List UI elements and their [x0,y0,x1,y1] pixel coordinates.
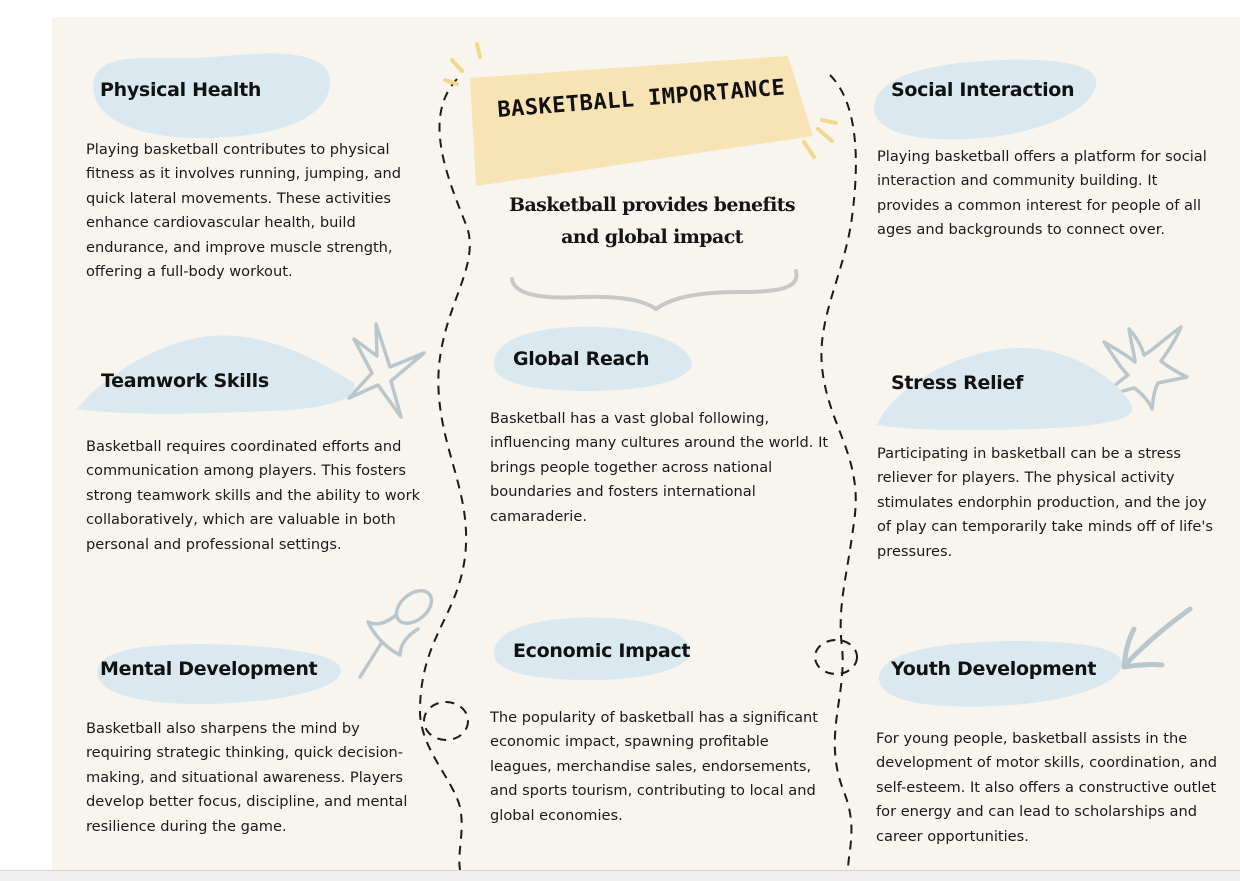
heading-global-reach: Global Reach [513,348,650,370]
pushpin-doodle [360,584,438,677]
infographic-canvas [52,17,1240,870]
star-doodle [349,324,424,417]
text-youth-development: For young people, basketball assists in the development of motor skills, coordination, and self-esteem. It also offers a constructive outlet for energy and can lead to scholarships and career opportunities. [876,730,1217,845]
page-subtitle: Basketball provides benefits and global impact [509,194,795,248]
text-stress-relief: Participating in basketball can be a stress reliever for players. The physical activity stimulates endorphin production, and the joy of play can temporarily take minds off of life's pressures. [877,445,1213,560]
heading-mental-development: Mental Development [100,658,318,680]
heading-physical-health: Physical Health [100,79,262,101]
heading-youth-development: Youth Development [891,658,1097,680]
text-social-interaction: Playing basketball offers a platform for social interaction and community building. It provides a common interest for people of all ages and backgrounds to connect over. [877,148,1207,239]
curly-brace-doodle [512,271,797,309]
bottom-scrollbar-strip[interactable] [0,870,1240,881]
dashed-loop-left [424,702,468,740]
heading-economic-impact: Economic Impact [513,640,691,662]
dashed-loop-right [815,640,857,674]
heading-stress-relief: Stress Relief [891,372,1024,394]
text-mental-development: Basketball also sharpens the mind by requiring strategic thinking, quick decision-making, and situational awareness. Players develop better focus, discipline, and mental resilience during the game. [86,720,408,835]
arrow-doodle [1124,609,1190,667]
dashed-path-left [420,79,470,870]
text-global-reach: Basketball has a vast global following, influencing many cultures around the world. It brings people together across national boundaries and fosters international camaraderie. [490,410,829,525]
text-physical-health: Playing basketball contributes to physical fitness as it involves running, jumping, and quick lateral movements. These activities enhance cardiovascular health, build endurance, and improve muscle strength, offering a full-body workout. [86,141,402,281]
heading-teamwork-skills: Teamwork Skills [101,370,269,392]
text-economic-impact: The popularity of basketball has a significant economic impact, spawning profitable leagues, merchandise sales, endorsements, and sports tourism, contributing to local and global economies. [490,709,819,824]
page-title: BASKETBALL IMPORTANCE [496,75,787,123]
heading-social-interaction: Social Interaction [891,79,1075,101]
text-teamwork-skills: Basketball requires coordinated efforts and communication among players. This fosters strong teamwork skills and the ability to work collaboratively, which are valuable in both personal and professional settings. [86,438,421,553]
